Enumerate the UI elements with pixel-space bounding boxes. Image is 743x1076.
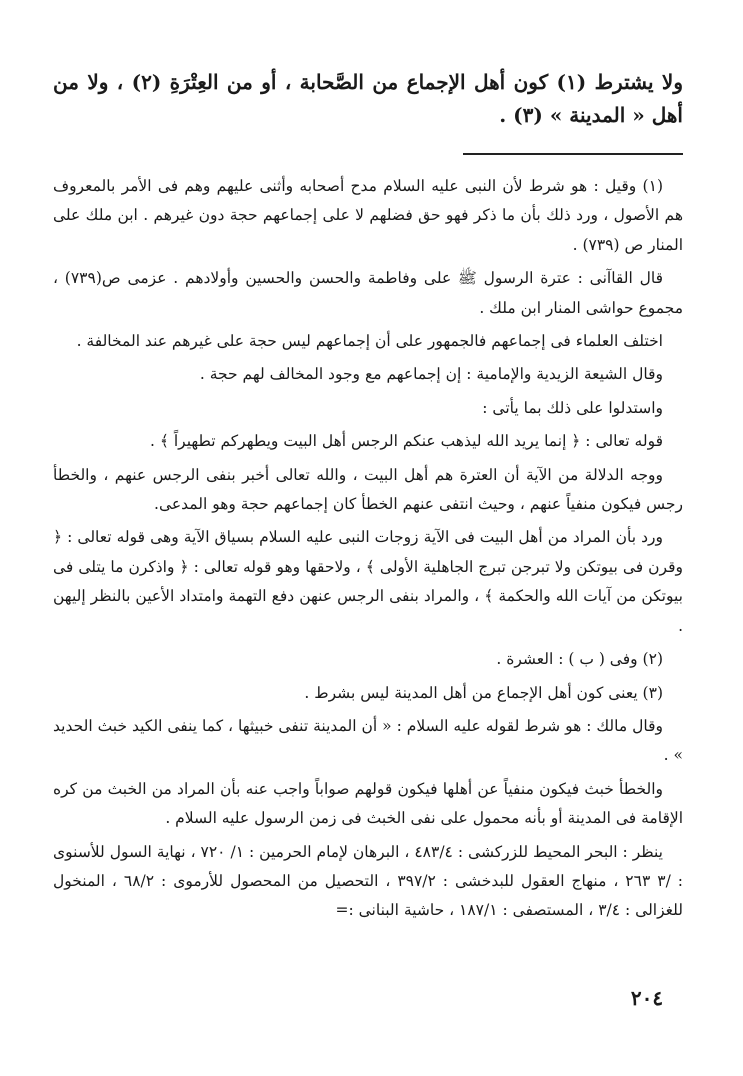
footnote-paragraph: (٣) يعنى كون أهل الإجماع من أهل المدينة ليس بشرط . xyxy=(304,683,663,702)
footnote-paragraph: قال القاآنى : عترة الرسول ﷺ على وفاطمة والحسن والحسين وأولادهم . عزمى ص(٧٣٩) ، مجموع حواشى المنار ابن ملك . xyxy=(53,269,683,317)
footnote-paragraph: وقال الشيعة الزيدية والإمامية : إن إجماعهم مع وجود المخالف لهم حجة . xyxy=(199,365,663,384)
footnote-paragraph: قوله تعالى : ﴿ إنما يريد الله ليذهب عنكم الرجس أهل البيت ويطهركم تطهيراً ﴾ . xyxy=(149,432,663,451)
footnote-paragraph: اختلف العلماء فى إجماعهم فالجمهور على أن إجماعهم ليس حجة على غيرهم عند المخالفة . xyxy=(76,332,663,351)
footnote-paragraph: (١) وقيل : هو شرط لأن النبى عليه السلام مدح أصحابه وأثنى عليهم وهم فى الأمر بالمعروف هم الأصول ، ورد ذلك بأن ما ذكر فهو حق فضلهم لا على إجماعهم حجة دون غيرهم . ابن ملك على المنار ص (٧٣٩) . xyxy=(53,177,683,254)
footnote-paragraph: (٢) وفى ( ب ) : العشرة . xyxy=(496,650,663,669)
footnote-paragraph: ورد بأن المراد من أهل البيت فى الآية زوجات النبى عليه السلام بسياق الآية وهى قوله تعالى : ﴿ وقرن فى بيوتكن ولا تبرجن تبرج الجاهلية الأولى ﴾ ، ولاحقها وهو قوله تعالى : ﴿ واذكرن ما يتلى فى بيوتكن من آيات الله والحكمة ﴾ ، والمراد بنفى الرجس عنهن دفع التهمة وامتداد الأعين بالنظر إليهن . xyxy=(53,528,683,635)
footnote-paragraph: ووجه الدلالة من الآية أن العترة هم أهل البيت ، والله تعالى أخبر بنفى الرجس عنهم ، والخطأ رجس فيكون منفياً عنهم ، وحيث انتفى عنهم الخطأ كان إجماعهم حجة وهو المدعى. xyxy=(53,465,683,514)
footnote-separator xyxy=(463,153,683,155)
main-paragraph: ولا يشترط (١) كون أهل الإجماع من الصَّحابة ، أو من العِتْرَةِ (٢) ، ولا من أهل « المدينة » (٣) . xyxy=(53,70,683,127)
footnote-paragraph: ينظر : البحر المحيط للزركشى : ٤٨٣/٤ ، البرهان لإمام الحرمين : ١/ ٧٢٠ ، نهاية السول للأسنوى : /٣ ٢٦٣ ، منهاج العقول للبدخشى : ٣٩٧/٢ ، التحصيل من المحصول للأرموى : ٦٨/٢ ، المنخول للغزالى : ٣/٤ ، المستصفى : ١٨٧/١ ، حاشية البنانى := xyxy=(53,842,683,920)
footnote-paragraph: والخطأ خبث فيكون منفياً عن أهلها فيكون قولهم صواباً واجب عنه بأن المراد من الخبث من كره الإقامة فى المدينة أو بأنه محمول على نفى الخبث فى زمن الرسول عليه السلام . xyxy=(53,779,683,828)
main-text xyxy=(53,66,683,132)
footnote-paragraph: وقال مالك : هو شرط لقوله عليه السلام : « أن المدينة تنفى خبيثها ، كما ينفى الكيد خبث الحديد » . xyxy=(53,716,683,765)
page-number: ٢٠٤ xyxy=(630,986,664,1010)
footnote-paragraph: واستدلوا على ذلك بما يأتى : xyxy=(482,398,663,417)
footnotes xyxy=(53,172,683,930)
